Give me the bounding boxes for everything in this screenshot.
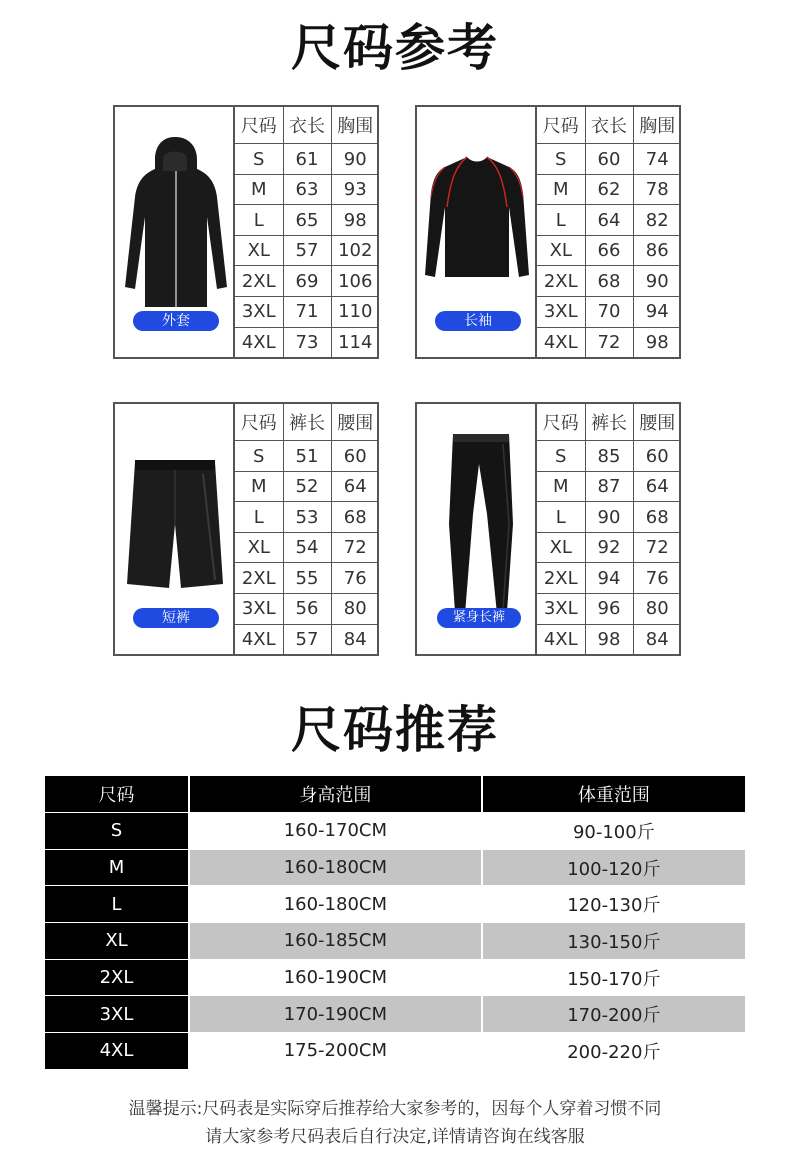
height-cell: 160-190CM <box>190 959 481 996</box>
table-cell: M <box>235 174 283 205</box>
table-cell: 106 <box>331 266 379 297</box>
table-cell: M <box>537 174 585 205</box>
long-sleeve-size-card <box>415 105 681 359</box>
table-cell: 96 <box>585 594 633 625</box>
table-cell: 60 <box>331 441 379 472</box>
table-cell: XL <box>235 235 283 266</box>
table-cell: 87 <box>585 471 633 502</box>
table-cell: XL <box>537 532 585 563</box>
table-cell: L <box>537 502 585 533</box>
table-cell: 110 <box>331 297 379 328</box>
shorts-label: 短裤 <box>133 608 219 628</box>
long-sleeve-size-table <box>537 107 681 357</box>
note-line-2: 请大家参考尺码表后自行决定,详情请咨询在线客服 <box>205 1127 585 1147</box>
weight-cell: 90-100斤 <box>483 812 745 849</box>
table-cell: S <box>537 441 585 472</box>
table-cell: 71 <box>283 297 331 328</box>
table-cell: 80 <box>331 594 379 625</box>
table-cell: 54 <box>283 532 331 563</box>
table-cell: 94 <box>633 297 681 328</box>
table-cell: M <box>235 471 283 502</box>
table-cell: 86 <box>633 235 681 266</box>
size-cell: M <box>45 849 188 886</box>
table-cell: XL <box>537 235 585 266</box>
table-cell: 64 <box>633 471 681 502</box>
height-cell: 160-180CM <box>190 885 481 922</box>
table-cell: 76 <box>633 563 681 594</box>
weight-cell: 100-120斤 <box>483 849 745 886</box>
table-cell: 57 <box>283 235 331 266</box>
table-cell: 68 <box>331 502 379 533</box>
table-cell: 90 <box>585 502 633 533</box>
table-cell: 84 <box>331 624 379 654</box>
header-weight: 体重范围 <box>483 776 745 812</box>
size-cell: 2XL <box>45 959 188 996</box>
size-cell: 4XL <box>45 1032 188 1069</box>
height-cell: 160-180CM <box>190 849 481 886</box>
table-cell: 70 <box>585 297 633 328</box>
height-cell: 160-170CM <box>190 812 481 849</box>
weight-cell: 150-170斤 <box>483 959 745 996</box>
table-cell: 2XL <box>537 266 585 297</box>
table-cell: L <box>235 205 283 236</box>
size-reference-title: 尺码参考 <box>291 19 499 77</box>
table-cell: 90 <box>331 144 379 175</box>
table-cell: 66 <box>585 235 633 266</box>
height-cell: 170-190CM <box>190 995 481 1032</box>
table-cell: 4XL <box>235 624 283 654</box>
table-cell: 98 <box>585 624 633 654</box>
size-recommend-table <box>43 776 747 1069</box>
table-cell: 74 <box>633 144 681 175</box>
table-cell: 56 <box>283 594 331 625</box>
table-cell: 72 <box>331 532 379 563</box>
table-cell: L <box>235 502 283 533</box>
table-cell: 62 <box>585 174 633 205</box>
header-cell: 尺码 <box>235 404 283 441</box>
table-cell: 51 <box>283 441 331 472</box>
table-cell: 80 <box>633 594 681 625</box>
header-cell: 裤长 <box>283 404 331 441</box>
tights-label: 紧身长裤 <box>437 608 521 628</box>
table-cell: 3XL <box>537 594 585 625</box>
header-cell: 胸围 <box>633 107 681 144</box>
table-cell: 82 <box>633 205 681 236</box>
table-cell: 76 <box>331 563 379 594</box>
table-cell: 98 <box>331 205 379 236</box>
table-cell: 72 <box>633 532 681 563</box>
size-cell: L <box>45 885 188 922</box>
table-cell: 55 <box>283 563 331 594</box>
table-cell: 98 <box>633 327 681 357</box>
table-cell: 85 <box>585 441 633 472</box>
table-cell: 68 <box>585 266 633 297</box>
size-recommend-title: 尺码推荐 <box>291 701 499 759</box>
jacket-size-card <box>113 105 379 359</box>
header-cell: 尺码 <box>235 107 283 144</box>
table-cell: 60 <box>585 144 633 175</box>
table-cell: 102 <box>331 235 379 266</box>
table-cell: 69 <box>283 266 331 297</box>
header-cell: 衣长 <box>585 107 633 144</box>
table-cell: M <box>537 471 585 502</box>
jacket-label: 外套 <box>133 311 219 331</box>
height-cell: 160-185CM <box>190 922 481 959</box>
table-cell: 52 <box>283 471 331 502</box>
table-cell: 2XL <box>235 266 283 297</box>
header-size: 尺码 <box>45 776 188 812</box>
note-line-1: 温馨提示:尺码表是实际穿后推荐给大家参考的，因每个人穿着习惯不同 <box>128 1099 662 1119</box>
table-cell: 63 <box>283 174 331 205</box>
weight-cell: 120-130斤 <box>483 885 745 922</box>
table-cell: 4XL <box>537 624 585 654</box>
table-cell: 53 <box>283 502 331 533</box>
table-cell: 90 <box>633 266 681 297</box>
header-cell: 尺码 <box>537 107 585 144</box>
table-cell: 3XL <box>537 297 585 328</box>
table-cell: S <box>537 144 585 175</box>
tights-size-card <box>415 402 681 656</box>
table-cell: 2XL <box>537 563 585 594</box>
header-height: 身高范围 <box>190 776 481 812</box>
table-cell: 3XL <box>235 594 283 625</box>
table-cell: 64 <box>331 471 379 502</box>
weight-cell: 200-220斤 <box>483 1032 745 1069</box>
table-cell: 68 <box>633 502 681 533</box>
table-cell: S <box>235 441 283 472</box>
table-cell: 73 <box>283 327 331 357</box>
table-cell: S <box>235 144 283 175</box>
table-cell: 4XL <box>235 327 283 357</box>
jacket-size-table <box>235 107 379 357</box>
shorts-size-table <box>235 404 379 654</box>
size-cell: 3XL <box>45 995 188 1032</box>
table-cell: 93 <box>331 174 379 205</box>
tights-size-table <box>537 404 681 654</box>
table-cell: 65 <box>283 205 331 236</box>
size-cell: S <box>45 812 188 849</box>
table-cell: 57 <box>283 624 331 654</box>
header-cell: 尺码 <box>537 404 585 441</box>
table-cell: 94 <box>585 563 633 594</box>
header-cell: 腰围 <box>331 404 379 441</box>
weight-cell: 130-150斤 <box>483 922 745 959</box>
weight-cell: 170-200斤 <box>483 995 745 1032</box>
header-cell: 裤长 <box>585 404 633 441</box>
table-cell: L <box>537 205 585 236</box>
height-cell: 175-200CM <box>190 1032 481 1069</box>
header-cell: 胸围 <box>331 107 379 144</box>
size-cell: XL <box>45 922 188 959</box>
shorts-size-card <box>113 402 379 656</box>
table-cell: 92 <box>585 532 633 563</box>
table-cell: 114 <box>331 327 379 357</box>
header-cell: 衣长 <box>283 107 331 144</box>
table-cell: 84 <box>633 624 681 654</box>
table-cell: 61 <box>283 144 331 175</box>
long-sleeve-label: 长袖 <box>435 311 521 331</box>
table-cell: 3XL <box>235 297 283 328</box>
table-cell: 4XL <box>537 327 585 357</box>
table-cell: XL <box>235 532 283 563</box>
table-cell: 78 <box>633 174 681 205</box>
table-cell: 2XL <box>235 563 283 594</box>
table-cell: 64 <box>585 205 633 236</box>
table-cell: 60 <box>633 441 681 472</box>
header-cell: 腰围 <box>633 404 681 441</box>
table-cell: 72 <box>585 327 633 357</box>
